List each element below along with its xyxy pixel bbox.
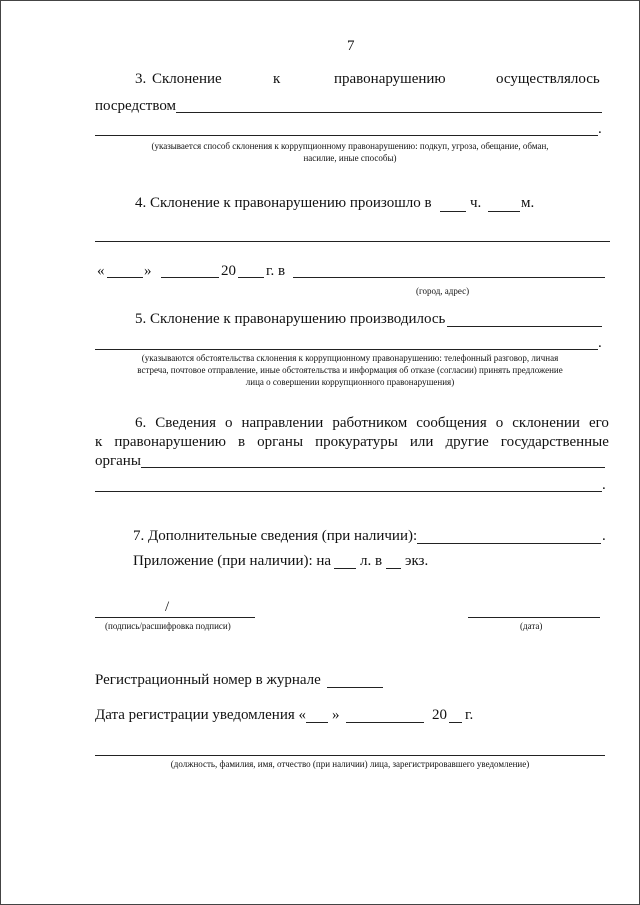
signature-label: (подпись/расшифровка подписи) <box>105 621 231 631</box>
appendix-pages-field[interactable] <box>334 568 356 569</box>
s6-line-3-label: органы <box>95 453 141 469</box>
s4-year-suffix: г. в <box>266 263 286 279</box>
s3-word-2: к <box>273 71 281 87</box>
s4-minutes-field[interactable] <box>488 211 520 212</box>
s6-l1-word: Сведения <box>155 415 216 431</box>
s3-line2-label: посредством <box>95 98 177 114</box>
s6-l1-word: о <box>224 415 233 431</box>
s7-field[interactable] <box>417 543 601 544</box>
signature-slash: / <box>165 599 170 615</box>
s6-line-1 <box>135 415 609 432</box>
s3-note-line-2: насилие, иные способы) <box>303 153 397 163</box>
registration-date-close: » <box>332 707 340 723</box>
s3-word-1: Склонение <box>152 71 222 87</box>
s5-dot: . <box>598 335 602 351</box>
registration-year-prefix: 20 <box>432 707 447 723</box>
s4-day-field[interactable] <box>107 277 143 278</box>
s6-l2-word: государственные <box>500 434 609 450</box>
s4-hours-label: ч. <box>470 195 482 211</box>
registration-day-field[interactable] <box>306 722 328 723</box>
s4-place-field[interactable] <box>293 277 605 278</box>
s3-number: 3. <box>135 71 147 87</box>
registration-year-field[interactable] <box>449 722 462 723</box>
s6-line-2 <box>95 434 609 451</box>
s6-l1-word: 6. <box>135 415 147 431</box>
s6-l1-word: его <box>588 415 609 431</box>
signature-field[interactable] <box>95 617 255 618</box>
s6-l2-word: органы <box>257 434 304 450</box>
registration-year-suffix: г. <box>465 707 474 723</box>
s3-note-line-1: (указывается способ склонения к коррупционному правонарушению: подкуп, угроза, обещание, обман, <box>151 141 549 151</box>
s6-l1-word: о <box>495 415 504 431</box>
s4-minutes-label: м. <box>521 195 535 211</box>
s6-l2-word: к <box>95 434 103 450</box>
appendix-pages-label: л. в <box>360 553 383 569</box>
s3-word-4: осуществлялось <box>496 71 600 87</box>
s6-l2-word: или <box>409 434 434 450</box>
appendix-copies-field[interactable] <box>386 568 401 569</box>
s4-text: 4. Склонение к правонарушению произошло в <box>135 195 432 211</box>
registrar-note: (должность, фамилия, имя, отчество (при наличии) лица, зарегистрировавшего уведомление) <box>170 759 530 769</box>
s6-l1-word: сообщения <box>416 415 487 431</box>
s6-field-1[interactable] <box>141 467 605 468</box>
s5-field-2[interactable] <box>95 349 598 350</box>
registration-date-label: Дата регистрации уведомления « <box>95 707 307 723</box>
appendix-copies-label: экз. <box>405 553 429 569</box>
s5-note-line-1: (указываются обстоятельства склонения к коррупционному правонарушению: телефонный разговор, личная <box>141 353 559 363</box>
s5-field-1[interactable] <box>447 326 602 327</box>
s4-month-field[interactable] <box>161 277 219 278</box>
s3-method-field-2[interactable] <box>95 135 598 136</box>
s4-date-close: » <box>144 263 152 279</box>
appendix-label: Приложение (при наличии): на <box>133 553 332 569</box>
signature-date-label: (дата) <box>520 621 543 631</box>
s7-dot: . <box>602 528 606 544</box>
s6-dot: . <box>602 477 606 493</box>
s5-text: 5. Склонение к правонарушению производилось <box>135 311 446 327</box>
s7-text: 7. Дополнительные сведения (при наличии): <box>133 528 418 544</box>
registration-month-field[interactable] <box>346 722 424 723</box>
s6-l1-word: направлении <box>241 415 324 431</box>
page-number: 7 <box>347 38 355 54</box>
s5-note-line-3: лица о совершении коррупционного правонарушения) <box>245 377 455 387</box>
registration-number-label: Регистрационный номер в журнале <box>95 672 321 688</box>
s3-dot: . <box>598 121 602 137</box>
s4-hours-field[interactable] <box>440 211 466 212</box>
s6-l1-word: склонении <box>512 415 580 431</box>
registration-number-field[interactable] <box>327 687 383 688</box>
s6-l1-word: работником <box>332 415 408 431</box>
s4-date-open: « <box>97 263 105 279</box>
registrar-field[interactable] <box>95 755 605 756</box>
s4-year-field[interactable] <box>238 277 264 278</box>
s4-blank-line[interactable] <box>95 241 610 242</box>
s4-place-note: (город, адрес) <box>416 286 470 296</box>
s6-l2-word: правонарушению <box>114 434 226 450</box>
s6-l2-word: другие <box>445 434 489 450</box>
s6-l2-word: прокуратуры <box>315 434 398 450</box>
s5-note-line-2: встреча, почтовое отправление, иные обстоятельства и информация об отказе (согласии) принять предложение <box>137 365 563 375</box>
s3-word-3: правонарушению <box>334 71 446 87</box>
s6-field-2[interactable] <box>95 491 602 492</box>
signature-date-field[interactable] <box>468 617 600 618</box>
s3-method-field-1[interactable] <box>176 112 602 113</box>
s6-l2-word: в <box>237 434 246 450</box>
s4-year-prefix: 20 <box>221 263 236 279</box>
